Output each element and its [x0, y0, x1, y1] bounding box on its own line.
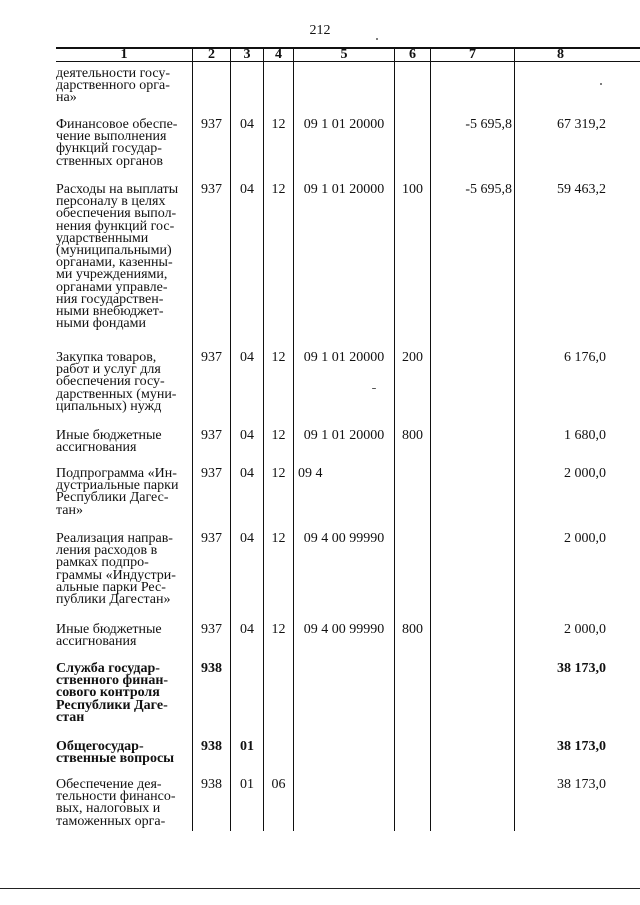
row-code-2: 937	[201, 428, 222, 443]
row-code-4: 12	[271, 622, 286, 637]
row-code-4: 12	[271, 466, 286, 481]
row-code-5: 09 1 01 20000	[303, 350, 385, 365]
row-name: Финансовое обеспе- чение выполнения функций государ- ственных органов	[56, 117, 178, 169]
row-amount: 59 463,2	[557, 182, 606, 197]
row-code-3: 04	[240, 466, 254, 481]
row-code-5: 09 4 00 99990	[303, 622, 385, 637]
column-divider	[430, 48, 431, 831]
row-code-3: 04	[240, 117, 254, 132]
row-name: Общегосудар- ственные вопросы	[56, 739, 175, 767]
scan-speck	[600, 83, 602, 85]
row-code-2: 938	[201, 739, 222, 754]
scan-speck	[372, 388, 376, 389]
row-code-5: 09 4 00 99990	[303, 531, 385, 546]
row-code-3: 04	[240, 531, 254, 546]
row-code-4: 12	[271, 428, 286, 443]
row-change: -5 695,8	[465, 182, 512, 197]
row-amount: 2 000,0	[564, 531, 606, 546]
header-col-2: 2	[208, 47, 215, 62]
scan-speck	[376, 38, 378, 40]
row-code-5: 09 4	[298, 466, 323, 481]
row-code-5: 09 1 01 20000	[303, 182, 385, 197]
row-name: Подпрограмма «Ин- дустриальные парки Республики Дагес- тан»	[56, 466, 179, 518]
row-name: Служба государ- ственного финан- сового контроля Республики Даге- стан	[56, 661, 169, 725]
row-code-2: 937	[201, 531, 222, 546]
row-code-4: 12	[271, 182, 286, 197]
row-code-6: 800	[402, 622, 423, 637]
row-amount: 2 000,0	[564, 622, 606, 637]
row-code-4: 12	[271, 531, 286, 546]
header-col-5: 5	[340, 47, 348, 62]
row-code-4: 12	[271, 117, 286, 132]
row-code-6: 200	[402, 350, 423, 365]
row-code-5: 09 1 01 20000	[303, 428, 385, 443]
row-code-3: 01	[240, 777, 254, 792]
row-code-4: 12	[271, 350, 286, 365]
row-code-2: 937	[201, 350, 222, 365]
header-col-1: 1	[120, 47, 128, 62]
row-code-6: 800	[402, 428, 423, 443]
row-amount: 2 000,0	[564, 466, 606, 481]
row-name: Реализация направ- ления расходов в рамках подпро- граммы «Индустри- альные парки Рес- публики Дагестан»	[56, 531, 176, 608]
row-name: Закупка товаров, работ и услуг для обеспечения госу- дарственных (муни- ципальных) нужд	[56, 350, 177, 414]
row-code-4: 06	[271, 777, 286, 792]
row-code-3: 04	[240, 350, 254, 365]
row-code-2: 937	[201, 622, 222, 637]
row-code-2: 938	[201, 661, 222, 676]
row-code-6: 100	[402, 182, 423, 197]
header-col-7: 7	[469, 47, 476, 62]
header-col-4: 4	[275, 47, 282, 62]
row-code-2: 937	[201, 182, 222, 197]
row-name: Иные бюджетные ассигнования	[56, 428, 162, 456]
header-col-3: 3	[243, 47, 251, 62]
row-amount: 6 176,0	[564, 350, 606, 365]
row-name: Обеспечение дея- тельности финансо- вых, налоговых и таможенных орга-	[56, 777, 176, 829]
row-code-2: 937	[201, 117, 222, 132]
row-amount: 38 173,0	[557, 661, 606, 676]
row-code-3: 01	[240, 739, 254, 754]
row-code-2: 938	[201, 777, 222, 792]
header-col-6: 6	[409, 47, 416, 62]
header-col-8: 8	[557, 47, 564, 62]
page-number: 212	[309, 23, 331, 38]
row-amount: 38 173,0	[557, 739, 606, 754]
row-amount: 1 680,0	[564, 428, 606, 443]
row-code-3: 04	[240, 622, 254, 637]
row-code-2: 937	[201, 466, 222, 481]
row-amount: 67 319,2	[557, 117, 606, 132]
row-name: деятельности госу- дарственного орга- на»	[56, 66, 171, 106]
page-bottom-edge	[0, 888, 640, 889]
row-name: Иные бюджетные ассигнования	[56, 622, 162, 650]
row-code-3: 04	[240, 182, 254, 197]
row-amount: 38 173,0	[557, 777, 606, 792]
row-name: Расходы на выплаты персоналу в целях обеспечения выпол- нения функций гос- ударственными (муниципальными) органами, казенны- ми учреждениями, органами управле- ния государствен- ными внебюджет- ными фондами	[56, 182, 179, 332]
row-code-5: 09 1 01 20000	[303, 117, 385, 132]
row-code-3: 04	[240, 428, 254, 443]
row-change: -5 695,8	[465, 117, 512, 132]
